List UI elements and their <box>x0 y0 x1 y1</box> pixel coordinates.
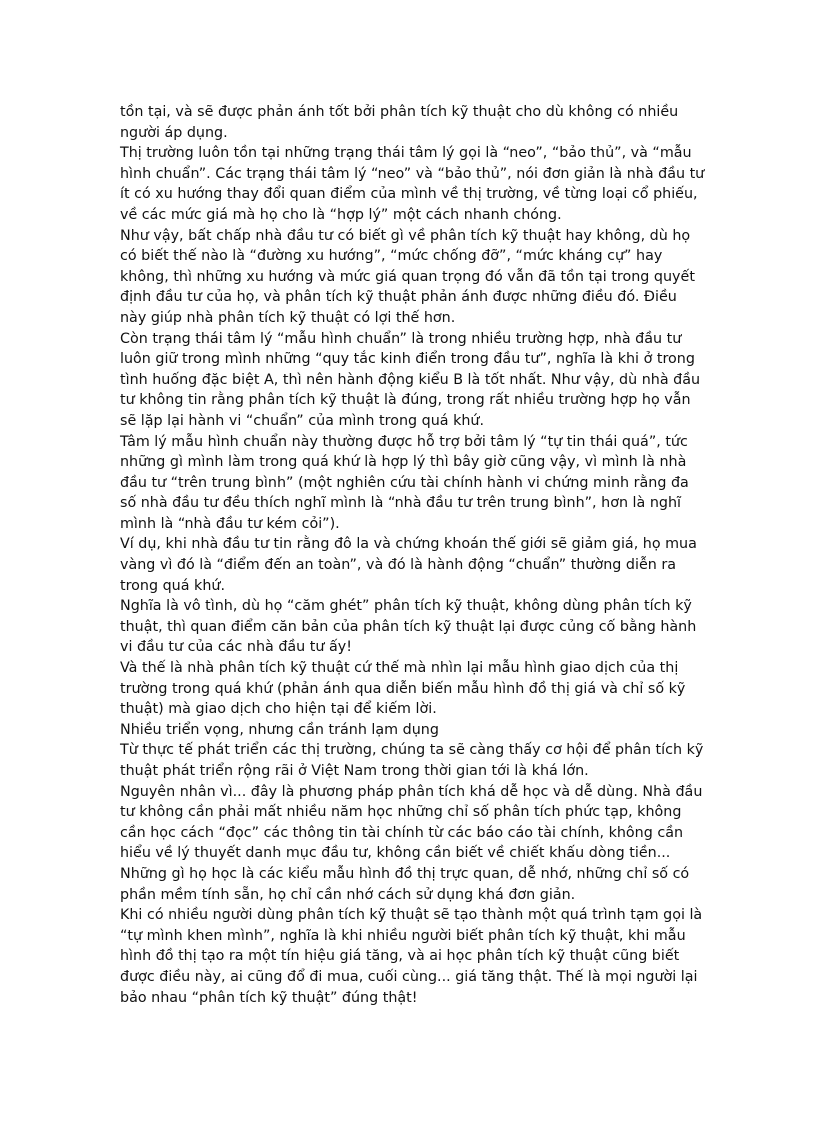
paragraph: tồn tại, và sẽ được phản ánh tốt bởi phân tích kỹ thuật cho dù không có nhiều người áp dụng. <box>120 104 679 141</box>
paragraph: Nghĩa là vô tình, dù họ “căm ghét” phân tích kỹ thuật, không dùng phân tích kỹ thuật, thì quan điểm căn bản của phân tích kỹ thuật lại được củng cố bằng hành vi đầu tư của các nhà đầu tư ấy! <box>120 598 697 656</box>
paragraph: Ví dụ, khi nhà đầu tư tin rằng đô la và chứng khoán thế giới sẽ giảm giá, họ mua vàng vì đó là “điểm đến an toàn”, và đó là hành động “chuẩn” thường diễn ra trong quá khứ. <box>120 536 697 594</box>
section-heading: Nhiều triển vọng, nhưng cần tránh lạm dụng <box>120 721 439 738</box>
paragraph: Và thế là nhà phân tích kỹ thuật cứ thế mà nhìn lại mẫu hình giao dịch của thị trường trong quá khứ (phản ánh qua diễn biến mẫu hình đồ thị giá và chỉ số kỹ thuật) mà giao dịch cho hiện tại để kiếm lời. <box>120 660 686 718</box>
document-body <box>120 102 705 1008</box>
paragraph: Thị trường luôn tồn tại những trạng thái tâm lý gọi là “neo”, “bảo thủ”, và “mẫu hình chuẩn”. Các trạng thái tâm lý “neo” và “bảo thủ”, nói đơn giản là nhà đầu tư ít có xu hướng thay đổi quan điểm của mình về thị trường, về từng loại cổ phiếu, về các mức giá mà họ cho là “hợp lý” một cách nhanh chóng. <box>120 145 705 223</box>
paragraph: Như vậy, bất chấp nhà đầu tư có biết gì về phân tích kỹ thuật hay không, dù họ có biết thế nào là “đường xu hướng”, “mức chống đỡ”, “mức kháng cự” hay không, thì những xu hướng và mức giá quan trọng đó vẫn đã tồn tại trong quyết định đầu tư của họ, và phân tích kỹ thuật phản ánh được những điều đó. Điều này giúp nhà phân tích kỹ thuật có lợi thế hơn. <box>120 227 695 326</box>
paragraph: Từ thực tế phát triển các thị trường, chúng ta sẽ càng thấy cơ hội để phân tích kỹ thuật phát triển rộng rãi ở Việt Nam trong thời gian tới là khá lớn. <box>120 742 704 779</box>
paragraph: Tâm lý mẫu hình chuẩn này thường được hỗ trợ bởi tâm lý “tự tin thái quá”, tức những gì mình làm trong quá khứ là hợp lý thì bây giờ cũng vậy, vì mình là nhà đầu tư “trên trung bình” (một nghiên cứu tài chính hành vi chứng minh rằng đa số nhà đầu tư đều thích nghĩ mình là “nhà đầu tư trên trung bình”, hơn là nghĩ mình là “nhà đầu tư kém cỏi”). <box>120 433 689 532</box>
paragraph: Nguyên nhân vì... đây là phương pháp phân tích khá dễ học và dễ dùng. Nhà đầu tư không cần phải mất nhiều năm học những chỉ số phân tích phức tạp, không cần học cách “đọc” các thông tin tài chính từ các báo cáo tài chính, không cần hiểu về lý thuyết danh mục đầu tư, không cần biết về chiết khấu dòng tiền... Những gì họ học là các kiểu mẫu hình đồ thị trực quan, dễ nhớ, những chỉ số có phần mềm tính sẵn, họ chỉ cần nhớ cách sử dụng khá đơn giản. <box>120 783 703 903</box>
paragraph: Khi có nhiều người dùng phân tích kỹ thuật sẽ tạo thành một quá trình tạm gọi là “tự mình khen mình”, nghĩa là khi nhiều người biết phân tích kỹ thuật, khi mẫu hình đồ thị tạo ra một tín hiệu giá tăng, và ai học phân tích kỹ thuật cũng biết được điều này, ai cũng đổ đi mua, cuối cùng... giá tăng thật. Thế là mọi người lại bảo nhau “phân tích kỹ thuật” đúng thật! <box>120 907 703 1006</box>
paragraph: Còn trạng thái tâm lý “mẫu hình chuẩn” là trong nhiều trường hợp, nhà đầu tư luôn giữ trong mình những “quy tắc kinh điển trong đầu tư”, nghĩa là khi ở trong tình huống đặc biệt A, thì nên hành động kiểu B là tốt nhất. Như vậy, dù nhà đầu tư không tin rằng phân tích kỹ thuật là đúng, trong rất nhiều trường hợp họ vẫn sẽ lặp lại hành vi “chuẩn” của mình trong quá khứ. <box>120 330 701 429</box>
